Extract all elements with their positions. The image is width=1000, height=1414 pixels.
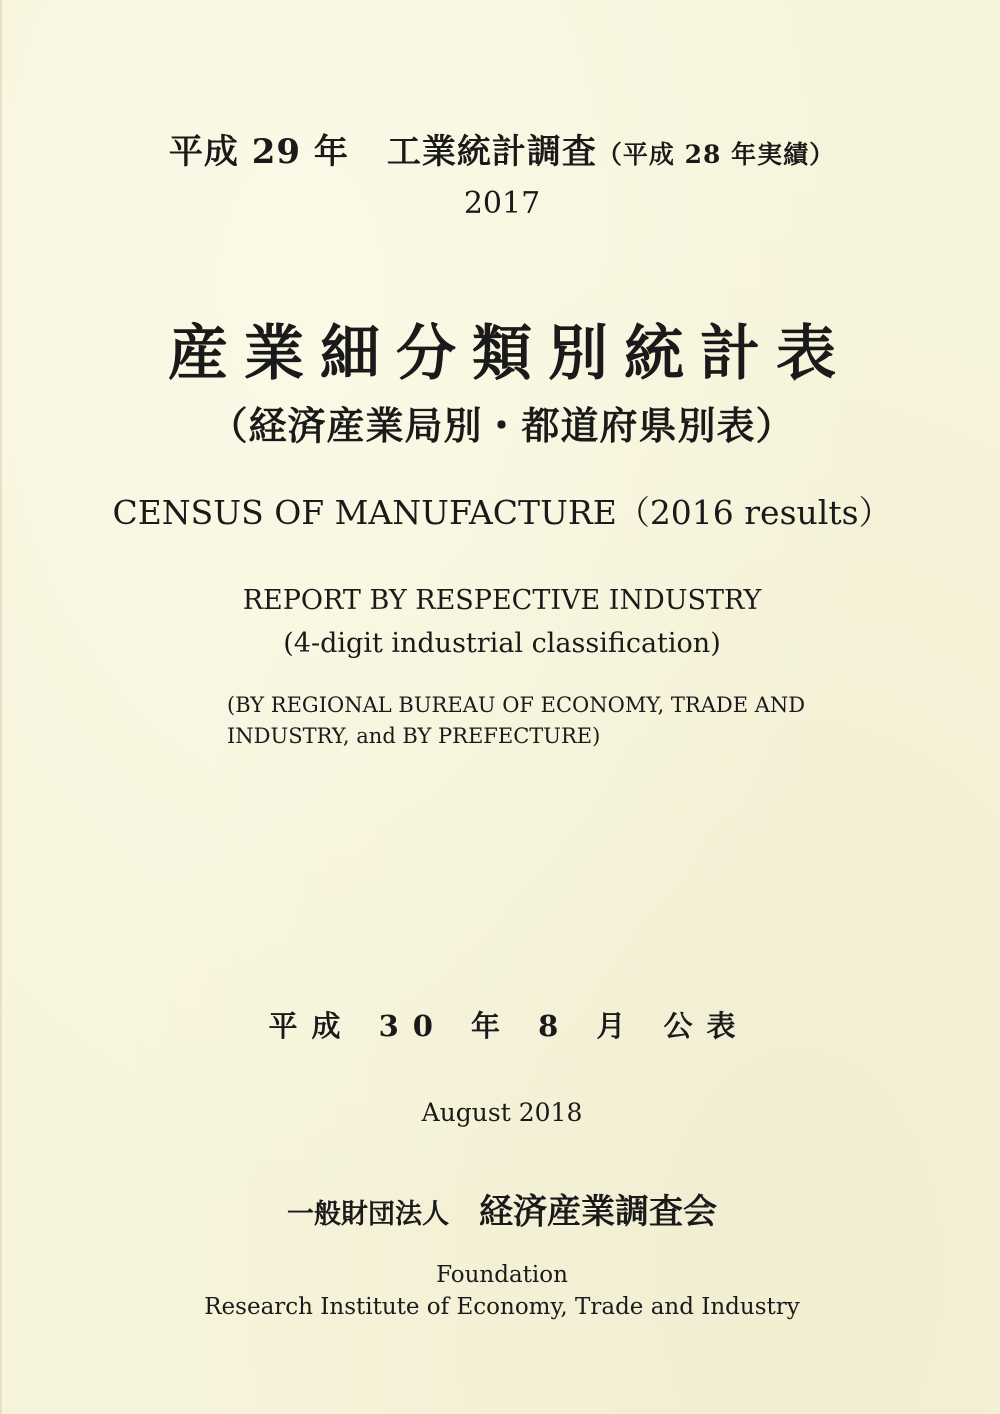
- main-title: 産業細分類別統計表: [168, 319, 852, 389]
- publisher-prefix-jp: 一般財団法人: [287, 1199, 449, 1230]
- publisher-name-jp: 経済産業調査会: [479, 1192, 717, 1232]
- sub-title: （経済産業局別・都道府県別表）: [209, 403, 795, 448]
- edition-year: 2017: [463, 186, 541, 221]
- publisher-jp: [2, 1184, 1000, 1233]
- survey-results-note: （平成 28 年実績）: [596, 140, 836, 169]
- publication-date-en: August 2018: [421, 1098, 583, 1127]
- survey-title: 工業統計調査: [386, 132, 597, 172]
- classification-note: (4-digit industrial classification): [283, 628, 721, 659]
- by-region-note: (BY REGIONAL BUREAU OF ECONOMY, TRADE AND INDUSTRY, and BY PREFECTURE): [227, 693, 806, 748]
- publication-date-jp: 平成 30 年 8 月 公表: [268, 1009, 750, 1043]
- census-title-en: CENSUS OF MANUFACTURE（2016 results）: [112, 493, 892, 532]
- report-title-en: REPORT BY RESPECTIVE INDUSTRY: [242, 585, 762, 616]
- publisher-foundation-en: Foundation: [436, 1262, 568, 1288]
- survey-heading: [2, 124, 1000, 173]
- publisher-name-en: Research Institute of Economy, Trade and Industry: [204, 1294, 800, 1320]
- survey-era-year: 平成 29 年: [168, 132, 349, 172]
